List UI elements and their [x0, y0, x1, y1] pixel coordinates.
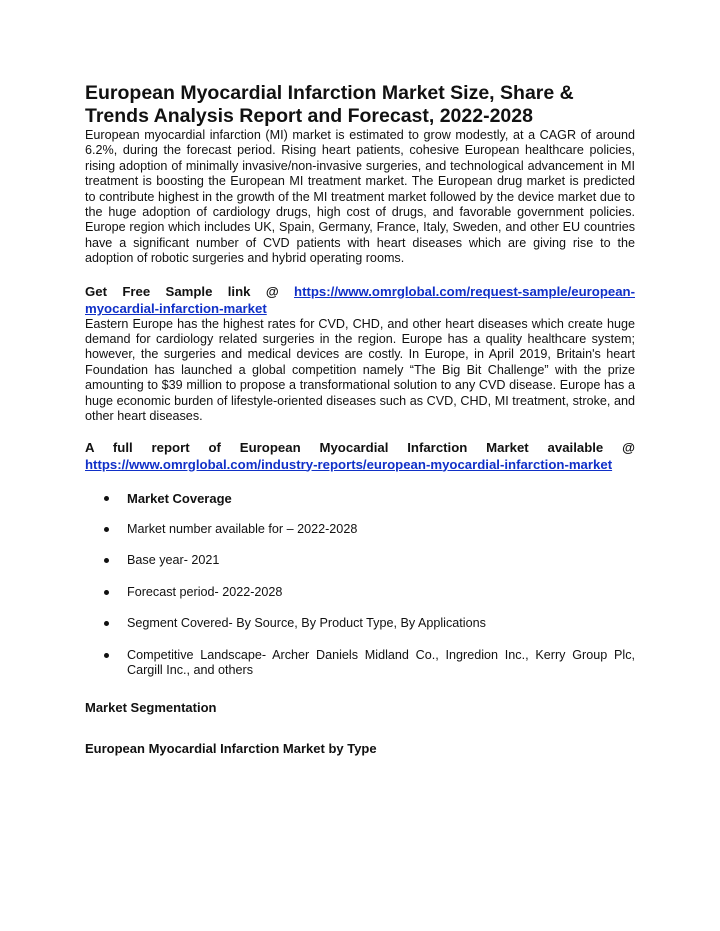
bullet-icon [104, 496, 109, 501]
bullet-icon [104, 590, 109, 595]
list-item: Market Coverage [85, 491, 635, 506]
sample-link-line [85, 283, 635, 317]
report-link[interactable]: https://www.omrglobal.com/industry-reports/european-myocardial-infarction-market [85, 456, 613, 472]
bullet-icon [104, 621, 109, 626]
list-item: Competitive Landscape- Archer Daniels Midland Co., Ingredion Inc., Kerry Group Plc, Cargill Inc., and others [85, 648, 635, 679]
report-link-line [85, 439, 635, 473]
sample-link[interactable]: https://www.omrglobal.com/request-sample/european-myocardial-infarction-market [85, 283, 635, 316]
document-title: European Myocardial Infarction Market Size, Share & Trends Analysis Report and Forecast, 2022-2028 [85, 82, 574, 127]
list-item: Forecast period- 2022-2028 [85, 585, 635, 600]
bullet-icon [104, 653, 109, 658]
market-segmentation-heading: Market Segmentation [85, 700, 217, 716]
intro-paragraph: European myocardial infarction (MI) market is estimated to grow modestly, at a CAGR of around 6.2%, during the forecast period. Rising heart patients, cohesive European healthcare policies, rising adoption of minimally invasive/non-invasive surgeries, and technological advancement in MI treatment is boosting the European MI treatment market. The European drug market is predicted to contribute highest in the growth of the MI treatment market followed by the device market due to the huge adoption of cardiology drugs, high cost of drugs, and favorable government policies. Europe region which includes UK, Spain, Germany, France, Italy, Sweden, and other EU countries have a significant number of CVD patients with heart diseases which are giving rise to the adoption of robotic surgeries and hybrid operating rooms. [85, 128, 635, 266]
bullet-icon [104, 527, 109, 532]
document-page [85, 82, 635, 757]
market-by-type-heading: European Myocardial Infarction Market by Type [85, 741, 377, 757]
list-item: Market number available for – 2022-2028 [85, 522, 635, 537]
bullet-icon [104, 558, 109, 563]
eastern-europe-paragraph: Eastern Europe has the highest rates for CVD, CHD, and other heart diseases which create huge demand for cardiology related surgeries in the region. Europe has a quality healthcare system; however, the surgeries and medical devices are costly. In Europe, in April 2019, Britain's heart Foundation has launched a global competition namely “The Big Bit Challenge” with the prize amounting to $39 million to propose a transformational solution to any CVD disease. Europe has a huge economic burden of lifestyle-oriented diseases such as CVD, CHD, MI treatment, stroke, and other heart diseases. [85, 316, 635, 424]
report-link-prefix: A full report of European Myocardial Infarction Market available @ [85, 439, 635, 455]
sample-link-prefix: Get Free Sample link @ [85, 283, 295, 299]
list-item: Segment Covered- By Source, By Product Type, By Applications [85, 616, 635, 631]
market-info-list [85, 491, 635, 679]
list-item: Base year- 2021 [85, 553, 635, 568]
